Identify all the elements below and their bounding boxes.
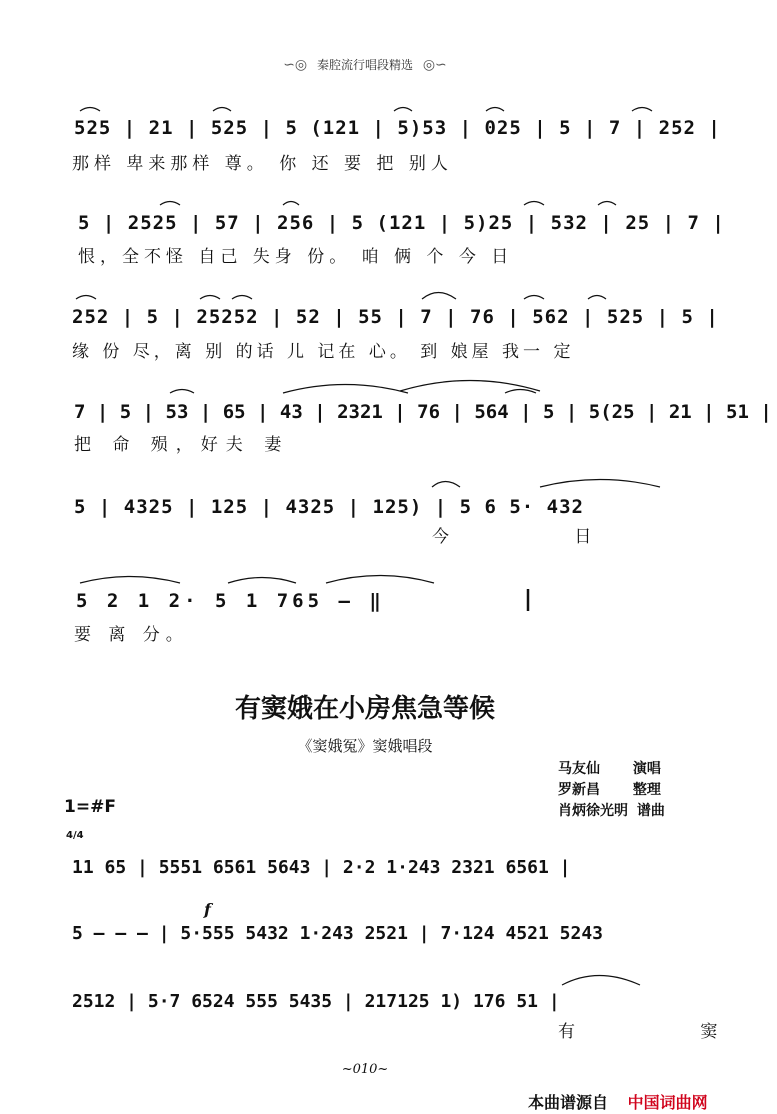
score1-lyrics-row-5: 今 日 [432, 527, 652, 547]
score1-notes-row-5: 5 | 4325 | 125 | 4325 | 125) | 5 6 5· 432 [74, 496, 584, 518]
credit-arranger-name: 罗新昌 [558, 782, 600, 798]
slur [80, 108, 100, 112]
credit-arranger-role: 整理 [632, 782, 661, 798]
slur [170, 390, 194, 394]
song-title: 有窦娥在小房焦急等候 [234, 694, 495, 724]
slur [432, 482, 460, 488]
book-title: 秦腔流行唱段精选 [316, 58, 413, 72]
score1-lyrics-row-6: 要 离 分。 [74, 625, 189, 645]
slur [160, 202, 180, 206]
score1-lyrics-row-4: 把 命 殒，好夫 妻 [74, 435, 290, 455]
song2-notes-row-2: 5 — — — | 5·555 5432 1·243 2521 | 7·124 4521 5243 [72, 923, 604, 944]
slur [598, 202, 616, 206]
source-label: 本曲谱源自 [528, 1093, 609, 1112]
dynamic-mark: f [204, 900, 211, 919]
slur [524, 296, 544, 300]
song2-lyrics-row-3: 有 窦 [558, 1022, 777, 1042]
slur [540, 480, 660, 488]
key-signature: 1=#F [64, 797, 116, 817]
slur [232, 296, 252, 300]
score1-lyrics-row-3: 缘 份 尽，离 别 的话 儿 记在 心。 到 娘屋 我一 定 [72, 342, 575, 362]
score1-notes-row-3: 252 | 5 | 25252 | 52 | 55 | 7 | 76 | 562 | 525 | 5 | [72, 306, 719, 328]
ornament-left-icon: ∽◎ [283, 57, 308, 73]
slur [486, 108, 504, 112]
credit-singer-role: 演唱 [632, 761, 661, 777]
song2-notes-row-3: 2512 | 5·7 6524 555 5435 | 217125 1) 176 51 | [72, 991, 560, 1012]
slur [200, 296, 220, 300]
ornament-right-icon: ◎∽ [422, 57, 447, 73]
credit-singer-name: 马友仙 [558, 761, 600, 777]
page-number: ~010~ [341, 1062, 389, 1077]
slur [422, 293, 456, 300]
song2-notes-row-1: 11 65 | 5551 6561 5643 | 2·2 1·243 2321 6561 | [72, 857, 571, 878]
slur [326, 576, 434, 584]
slur [283, 202, 299, 206]
score1-notes-row-4: 7 | 5 | 53 | 65 | 43 | 2321 | 76 | 564 | 5 | 5(25 | 21 | 51 | [74, 401, 772, 423]
score1-notes-row-2: 5 | 2525 | 57 | 256 | 5 (121 | 5)25 | 532 | 25 | 7 | [78, 212, 725, 234]
slur [80, 577, 180, 584]
slur [76, 296, 96, 300]
slur [562, 976, 640, 986]
slur [505, 390, 536, 394]
credit-composer-name: 肖炳徐光明 [558, 803, 628, 819]
slur [283, 385, 408, 394]
score1-notes-row-6: 5 2 1 2· 5 1 765 — ‖ [76, 590, 385, 612]
score1-lyrics-row-2: 恨，全不怪 自己 失身 份。 咱 俩 个 今 日 [78, 247, 514, 267]
slur [213, 108, 231, 112]
credit-composer-role: 谱曲 [636, 803, 665, 819]
slur [228, 578, 296, 584]
slur [632, 108, 652, 112]
time-signature: 4/4 [66, 830, 84, 841]
score1-lyrics-row-1: 那样 卑来那样 尊。 你 还 要 把 别人 [72, 154, 453, 174]
slur [524, 202, 544, 206]
source-site-link[interactable]: 中国词曲网 [627, 1093, 708, 1112]
score1-notes-row-1: 525 | 21 | 525 | 5 (121 | 5)53 | 025 | 5 | 7 | 252 | [74, 117, 721, 139]
slur [394, 108, 412, 112]
slur [588, 296, 606, 300]
song-subtitle: 《窦娥冤》窦娥唱段 [297, 737, 433, 755]
